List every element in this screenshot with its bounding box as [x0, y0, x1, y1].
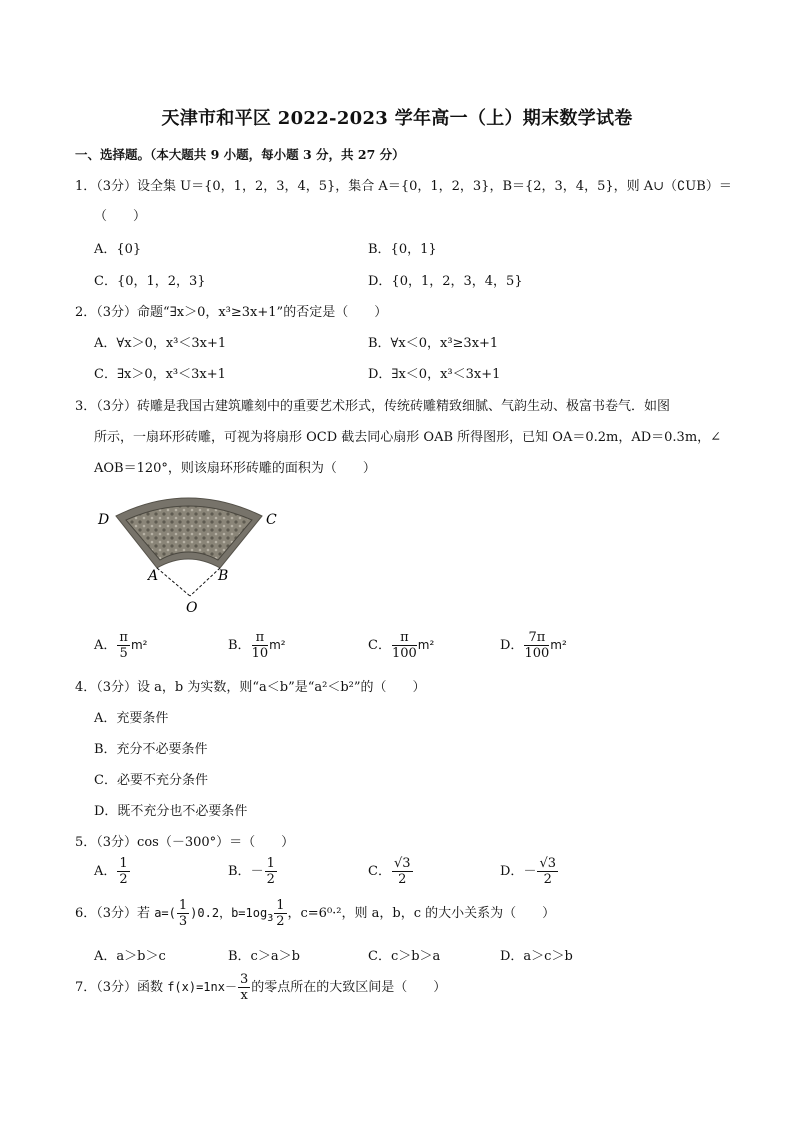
- q1-stem: 1．（3分）设全集 U＝{0，1，2，3，4，5}，集合 A＝{0，1，2，3}，B＝{2，3，4，5}，则 A∪（∁UB）＝: [75, 179, 732, 194]
- q5-option-d: D．－ $\frac{√3}{2}$: [500, 856, 557, 887]
- q3-option-b: B． $\frac{\pi}{10}$ m²: [228, 630, 286, 661]
- q1-option-d: D．{0，1，2，3，4，5}: [368, 274, 523, 289]
- q5-option-c: C． $\frac{√3}{2}$: [368, 856, 411, 887]
- q6-option-d: D．a＞c＞b: [500, 949, 573, 964]
- q5-option-a: A． $\frac{1}{2}$: [94, 856, 128, 887]
- q3-stem-line1: 3．（3分）砖雕是我国古建筑雕刻中的重要艺术形式，传统砖雕精致细腻、气韵生动、极富书卷气．如图: [75, 399, 671, 414]
- q3-stem-line3: AOB＝120°，则该扇环形砖雕的面积为（ ）: [94, 461, 376, 476]
- annular-sector-figure: [90, 488, 290, 616]
- q4-option-b: B．充分不必要条件: [94, 742, 208, 757]
- label-o: O: [186, 600, 198, 616]
- q4-option-a: A．充要条件: [94, 711, 169, 726]
- section-heading: 一、选择题。（本大题共 9 小题，每小题 3 分，共 27 分）: [75, 147, 405, 162]
- label-a: A: [148, 568, 159, 584]
- q2-option-a: A．∀x＞0，x³＜3x+1: [94, 336, 227, 351]
- exam-title: 天津市和平区 2022-2023 学年高一（上）期末数学试卷: [161, 108, 633, 129]
- q2-option-c: C．∃x＞0，x³＜3x+1: [94, 367, 226, 382]
- label-d: D: [98, 512, 110, 528]
- q3-option-c: C． $\frac{\pi}{100}$ m²: [368, 630, 435, 661]
- q2-option-b: B．∀x＜0，x³≥3x+1: [368, 336, 499, 351]
- q7-stem: 7．（3分）函数 f(x)=1nx－ $\frac{3}{x}$ 的零点所在的大致区间是（ ）: [75, 972, 447, 1003]
- q4-stem: 4．（3分）设 a，b 为实数，则“a＜b”是“a²＜b²”的（ ）: [75, 680, 426, 695]
- q5-stem: 5．（3分）cos（－300°）＝（ ）: [75, 835, 295, 850]
- q2-stem: 2．（3分）命题“∃x＞0，x³≥3x+1”的否定是（ ）: [75, 305, 388, 320]
- q2-option-d: D．∃x＜0，x³＜3x+1: [368, 367, 501, 382]
- q6-option-b: B．c＞a＞b: [228, 949, 300, 964]
- q1-option-a: A．{0}: [94, 242, 142, 257]
- label-c: C: [266, 512, 277, 528]
- q4-option-c: C．必要不充分条件: [94, 773, 208, 788]
- q3-option-d: D． $\frac{7\pi}{100}$ m²: [500, 630, 567, 661]
- q5-option-b: B．－ $\frac{1}{2}$: [228, 856, 275, 887]
- q1-blank: （ ）: [94, 209, 147, 224]
- q3-option-a: A． $\frac{\pi}{5}$ m²: [94, 630, 148, 661]
- q4-option-d: D．既不充分也不必要条件: [94, 804, 248, 819]
- q3-stem-line2: 所示，一扇环形砖雕，可视为将扇形 OCD 截去同心扇形 OAB 所得图形，已知 OA＝0.2m，AD＝0.3m，∠: [94, 430, 722, 445]
- label-b: B: [218, 568, 229, 584]
- q6-option-c: C．c＞b＞a: [368, 949, 441, 964]
- q1-option-b: B．{0，1}: [368, 242, 437, 257]
- q1-option-c: C．{0，1，2，3}: [94, 274, 206, 289]
- q6-option-a: A．a＞b＞c: [94, 949, 166, 964]
- q6-stem: 6．（3分）若 a=( $\frac{1}{3}$ )0.2，$b=1og_3$ $\frac{1}{2}$ ，c=6⁰·²，则 a，b，c 的大小关系为（ ）: [75, 898, 556, 929]
